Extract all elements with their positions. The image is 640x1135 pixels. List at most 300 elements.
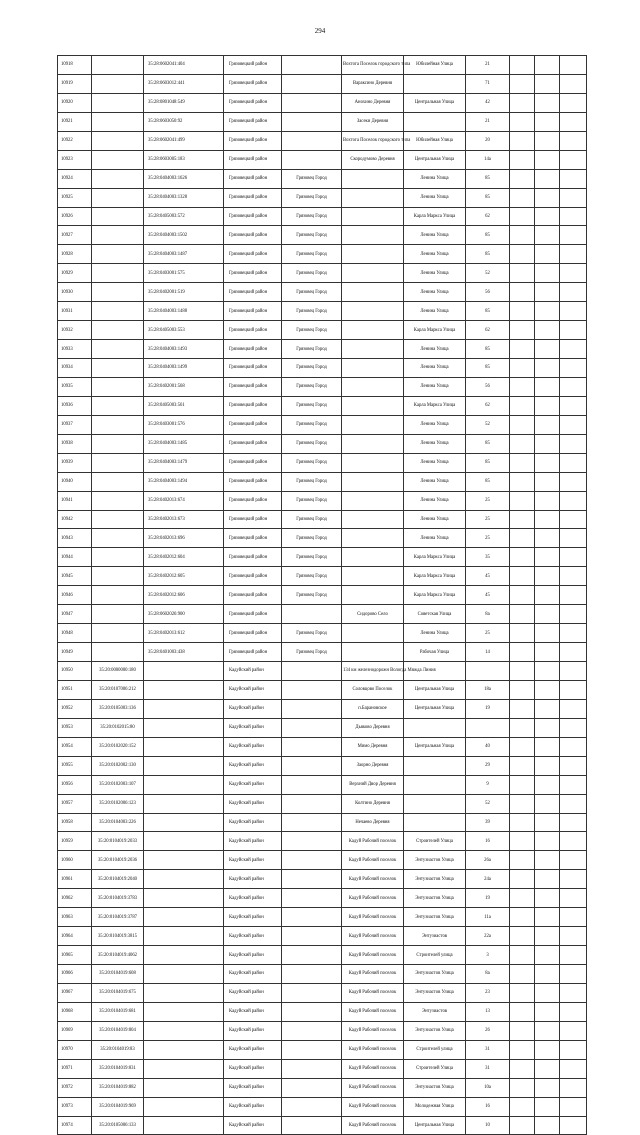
cadastral-number-cell: 35:28:0404003:1485 — [144, 434, 224, 453]
empty-cell — [560, 396, 587, 415]
cadastral-number-cell — [144, 718, 224, 737]
cadastral-number-cell: 35:28:0603050:92 — [144, 112, 224, 131]
district-cell: Грязовецкий район — [224, 340, 282, 359]
row-number-cell: 10971 — [58, 1059, 92, 1078]
old-cadastral-number-cell — [92, 605, 144, 624]
city-cell: Грязовец Город — [282, 472, 342, 491]
old-cadastral-number-cell — [92, 169, 144, 188]
table-row — [58, 359, 587, 378]
empty-cell — [535, 699, 560, 718]
cadastral-number-cell: 35:28:0602026:900 — [144, 605, 224, 624]
row-number-cell: 10921 — [58, 112, 92, 131]
table-row — [58, 832, 587, 851]
table-row — [58, 605, 587, 624]
street-cell — [404, 813, 466, 832]
district-cell: Грязовецкий район — [224, 491, 282, 510]
old-cadastral-number-cell — [92, 359, 144, 378]
street-cell: Карла Маркса Улица — [404, 396, 466, 415]
empty-cell — [560, 56, 587, 75]
empty-cell — [535, 283, 560, 302]
street-cell — [404, 775, 466, 794]
table-row — [58, 1040, 587, 1059]
cadastral-number-cell — [144, 832, 224, 851]
table-row — [58, 340, 587, 359]
empty-cell — [535, 813, 560, 832]
city-cell: Грязовец Город — [282, 624, 342, 643]
house-cell: 16 — [466, 1097, 510, 1116]
street-cell: Центральная Улица — [404, 680, 466, 699]
old-cadastral-number-cell — [92, 74, 144, 93]
empty-cell — [510, 56, 535, 75]
house-cell: 62 — [466, 321, 510, 340]
house-cell: 85 — [466, 169, 510, 188]
empty-cell — [535, 1078, 560, 1097]
empty-cell — [560, 150, 587, 169]
house-cell: 85 — [466, 302, 510, 321]
city-cell — [282, 699, 342, 718]
settlement-cell — [342, 264, 404, 283]
empty-cell — [510, 302, 535, 321]
old-cadastral-number-cell: 35:20:0104019:969 — [92, 1097, 144, 1116]
house-cell: 45 — [466, 586, 510, 605]
empty-cell — [560, 93, 587, 112]
table-row — [58, 699, 587, 718]
settlement-cell: Скородумово Деревня — [342, 150, 404, 169]
cadastral-number-cell — [144, 794, 224, 813]
table-row — [58, 74, 587, 93]
district-cell: Кадуйский район — [224, 983, 282, 1002]
cadastral-number-cell — [144, 737, 224, 756]
old-cadastral-number-cell: 35:20:0102003:107 — [92, 775, 144, 794]
street-cell — [404, 112, 466, 131]
empty-cell — [510, 662, 535, 681]
settlement-cell — [342, 415, 404, 434]
settlement-cell: Вараксино Деревня — [342, 74, 404, 93]
house-cell: 56 — [466, 283, 510, 302]
table-row — [58, 908, 587, 927]
empty-cell — [560, 946, 587, 965]
district-cell: Грязовецкий район — [224, 245, 282, 264]
old-cadastral-number-cell — [92, 321, 144, 340]
street-cell: Юбилейная Улица — [404, 56, 466, 75]
house-cell — [466, 718, 510, 737]
old-cadastral-number-cell: 35:20:0104019:3787 — [92, 908, 144, 927]
settlement-cell: Нечаево Деревня — [342, 813, 404, 832]
empty-cell — [535, 491, 560, 510]
table-row — [58, 169, 587, 188]
city-cell: Грязовец Город — [282, 188, 342, 207]
row-number-cell: 10940 — [58, 472, 92, 491]
row-number-cell: 10929 — [58, 264, 92, 283]
cadastral-number-cell: 35:28:0401003:438 — [144, 643, 224, 662]
settlement-cell: Кадуй Рабочий поселок — [342, 832, 404, 851]
table-row — [58, 813, 587, 832]
empty-cell — [560, 302, 587, 321]
cadastral-number-cell — [144, 908, 224, 927]
table-row — [58, 453, 587, 472]
empty-cell — [560, 889, 587, 908]
city-cell — [282, 662, 342, 681]
district-cell: Кадуйский район — [224, 1097, 282, 1116]
house-cell: 21 — [466, 112, 510, 131]
row-number-cell: 10934 — [58, 359, 92, 378]
table-row — [58, 643, 587, 662]
street-cell: Ленина Улица — [404, 340, 466, 359]
street-cell: Энтузиастов — [404, 927, 466, 946]
row-number-cell: 10942 — [58, 510, 92, 529]
empty-cell — [560, 775, 587, 794]
city-cell: Грязовец Город — [282, 434, 342, 453]
street-cell: Энтузиастов Улица — [404, 870, 466, 889]
settlement-cell: Кадуй Рабочий поселок — [342, 908, 404, 927]
house-cell: 85 — [466, 359, 510, 378]
old-cadastral-number-cell — [92, 548, 144, 567]
city-cell: Грязовец Город — [282, 359, 342, 378]
old-cadastral-number-cell — [92, 207, 144, 226]
street-cell: Строителей Улица — [404, 832, 466, 851]
settlement-cell — [342, 245, 404, 264]
empty-cell — [510, 586, 535, 605]
city-cell — [282, 605, 342, 624]
district-cell: Кадуйский район — [224, 1002, 282, 1021]
row-number-cell: 10920 — [58, 93, 92, 112]
row-number-cell: 10926 — [58, 207, 92, 226]
settlement-cell — [342, 624, 404, 643]
settlement-cell — [342, 586, 404, 605]
street-cell: Центральная Улица — [404, 93, 466, 112]
old-cadastral-number-cell — [92, 415, 144, 434]
empty-cell — [560, 586, 587, 605]
empty-cell — [510, 207, 535, 226]
cadastral-number-cell — [144, 946, 224, 965]
district-cell: Грязовецкий район — [224, 510, 282, 529]
district-cell: Кадуйский район — [224, 756, 282, 775]
empty-cell — [535, 150, 560, 169]
row-number-cell: 10932 — [58, 321, 92, 340]
street-cell: Ленина Улица — [404, 434, 466, 453]
street-cell: Ленина Улица — [404, 245, 466, 264]
old-cadastral-number-cell — [92, 510, 144, 529]
empty-cell — [510, 983, 535, 1002]
empty-cell — [510, 453, 535, 472]
empty-cell — [510, 946, 535, 965]
empty-cell — [510, 1040, 535, 1059]
empty-cell — [560, 169, 587, 188]
old-cadastral-number-cell — [92, 150, 144, 169]
district-cell: Кадуйский район — [224, 1021, 282, 1040]
street-cell: Ленина Улица — [404, 377, 466, 396]
old-cadastral-number-cell: 35:20:0104019:681 — [92, 1002, 144, 1021]
empty-cell — [510, 1059, 535, 1078]
empty-cell — [535, 851, 560, 870]
settlement-cell — [342, 453, 404, 472]
city-cell: Грязовец Город — [282, 548, 342, 567]
old-cadastral-number-cell: 35:20:0104003:226 — [92, 813, 144, 832]
empty-cell — [560, 832, 587, 851]
settlement-cell: Кадуй Рабочий поселок — [342, 1021, 404, 1040]
empty-cell — [510, 188, 535, 207]
house-cell: 35 — [466, 548, 510, 567]
street-cell: Строителей Улица — [404, 1059, 466, 1078]
empty-cell — [535, 567, 560, 586]
row-number-cell: 10958 — [58, 813, 92, 832]
row-number-cell: 10953 — [58, 718, 92, 737]
table-row — [58, 548, 587, 567]
settlement-cell: Кадуй Рабочий поселок — [342, 1059, 404, 1078]
city-cell: Грязовец Город — [282, 377, 342, 396]
table-row — [58, 927, 587, 946]
cadastral-number-cell: 35:28:0405003:572 — [144, 207, 224, 226]
city-cell — [282, 737, 342, 756]
settlement-cell — [342, 188, 404, 207]
street-cell: Энтузиастов Улица — [404, 983, 466, 1002]
empty-cell — [560, 491, 587, 510]
house-cell: 16 — [466, 832, 510, 851]
table-row — [58, 1059, 587, 1078]
cadastral-number-cell — [144, 889, 224, 908]
street-cell: Энтузиастов — [404, 1002, 466, 1021]
old-cadastral-number-cell — [92, 586, 144, 605]
city-cell — [282, 851, 342, 870]
old-cadastral-number-cell: 35:20:0102020:152 — [92, 737, 144, 756]
table-row — [58, 567, 587, 586]
settlement-cell: Колтино Деревня — [342, 794, 404, 813]
table-row — [58, 510, 587, 529]
empty-cell — [560, 605, 587, 624]
empty-cell — [535, 624, 560, 643]
table-row — [58, 718, 587, 737]
empty-cell — [535, 169, 560, 188]
empty-cell — [510, 510, 535, 529]
empty-cell — [510, 643, 535, 662]
settlement-cell: Кадуй Рабочий поселок — [342, 983, 404, 1002]
register-table-body — [58, 56, 587, 1135]
district-cell: Грязовецкий район — [224, 321, 282, 340]
city-cell: Грязовец Город — [282, 283, 342, 302]
district-cell: Грязовецкий район — [224, 56, 282, 75]
cadastral-number-cell: 35:28:0801048:549 — [144, 93, 224, 112]
empty-cell — [535, 586, 560, 605]
empty-cell — [535, 207, 560, 226]
district-cell: Кадуйский район — [224, 851, 282, 870]
cadastral-number-cell: 35:28:0603012:441 — [144, 74, 224, 93]
row-number-cell: 10950 — [58, 662, 92, 681]
old-cadastral-number-cell — [92, 283, 144, 302]
house-cell: 22а — [466, 927, 510, 946]
row-number-cell: 10945 — [58, 567, 92, 586]
settlement-cell: Засеки Деревня — [342, 112, 404, 131]
city-cell: Грязовец Город — [282, 415, 342, 434]
table-row — [58, 946, 587, 965]
old-cadastral-number-cell: 35:20:0000000:180 — [92, 662, 144, 681]
settlement-cell: Кадуй Рабочий поселок — [342, 946, 404, 965]
cadastral-number-cell — [144, 1078, 224, 1097]
street-cell: Карла Маркса Улица — [404, 567, 466, 586]
house-cell: 20 — [466, 131, 510, 150]
row-number-cell: 10936 — [58, 396, 92, 415]
empty-cell — [510, 756, 535, 775]
old-cadastral-number-cell: 35:20:0104019:608 — [92, 965, 144, 984]
empty-cell — [510, 699, 535, 718]
settlement-cell — [342, 491, 404, 510]
settlement-cell: 134 км железнодорожн Вологда Мяжда Линия — [342, 662, 404, 681]
empty-cell — [535, 605, 560, 624]
cadastral-number-cell: 35:28:0403001:575 — [144, 264, 224, 283]
table-row — [58, 415, 587, 434]
empty-cell — [535, 1097, 560, 1116]
empty-cell — [510, 908, 535, 927]
row-number-cell: 10924 — [58, 169, 92, 188]
old-cadastral-number-cell — [92, 56, 144, 75]
empty-cell — [560, 718, 587, 737]
city-cell: Грязовец Город — [282, 396, 342, 415]
street-cell: Ленина Улица — [404, 302, 466, 321]
cadastral-number-cell: 35:28:0404003:1328 — [144, 188, 224, 207]
empty-cell — [510, 283, 535, 302]
street-cell: Центральная Улица — [404, 699, 466, 718]
row-number-cell: 10972 — [58, 1078, 92, 1097]
row-number-cell: 10943 — [58, 529, 92, 548]
city-cell — [282, 74, 342, 93]
city-cell — [282, 813, 342, 832]
street-cell: Ленина Улица — [404, 283, 466, 302]
house-cell: 62 — [466, 396, 510, 415]
empty-cell — [535, 264, 560, 283]
cadastral-number-cell: 35:28:0404003:1499 — [144, 359, 224, 378]
old-cadastral-number-cell — [92, 93, 144, 112]
table-row — [58, 321, 587, 340]
district-cell: Грязовецкий район — [224, 302, 282, 321]
empty-cell — [560, 1097, 587, 1116]
cadastral-number-cell: 35:28:0404003:1487 — [144, 245, 224, 264]
row-number-cell: 10973 — [58, 1097, 92, 1116]
cadastral-number-cell — [144, 813, 224, 832]
settlement-cell — [342, 396, 404, 415]
street-cell: Энтузиастов Улица — [404, 889, 466, 908]
table-row — [58, 870, 587, 889]
row-number-cell: 10959 — [58, 832, 92, 851]
house-cell: 45 — [466, 567, 510, 586]
row-number-cell: 10967 — [58, 983, 92, 1002]
city-cell: Грязовец Город — [282, 340, 342, 359]
cadastral-number-cell — [144, 1021, 224, 1040]
district-cell: Грязовецкий район — [224, 548, 282, 567]
district-cell: Грязовецкий район — [224, 283, 282, 302]
house-cell: 39 — [466, 813, 510, 832]
cadastral-number-cell: 35:28:0404003:1479 — [144, 453, 224, 472]
empty-cell — [510, 832, 535, 851]
row-number-cell: 10938 — [58, 434, 92, 453]
district-cell: Кадуйский район — [224, 813, 282, 832]
settlement-cell: Верхний Двор Деревня — [342, 775, 404, 794]
house-cell: 52 — [466, 264, 510, 283]
empty-cell — [510, 93, 535, 112]
settlement-cell — [342, 283, 404, 302]
empty-cell — [510, 434, 535, 453]
row-number-cell: 10933 — [58, 340, 92, 359]
street-cell: Энтузиастов Улица — [404, 908, 466, 927]
house-cell: 19 — [466, 699, 510, 718]
cadastral-number-cell: 35:28:0402013:674 — [144, 491, 224, 510]
city-cell — [282, 1021, 342, 1040]
cadastral-number-cell: 35:28:0602041:499 — [144, 131, 224, 150]
row-number-cell: 10970 — [58, 1040, 92, 1059]
street-cell: Центральная Улица — [404, 150, 466, 169]
district-cell: Кадуйский район — [224, 946, 282, 965]
empty-cell — [510, 112, 535, 131]
row-number-cell: 10947 — [58, 605, 92, 624]
empty-cell — [510, 377, 535, 396]
table-row — [58, 662, 587, 681]
street-cell: Карла Маркса Улица — [404, 586, 466, 605]
table-row — [58, 302, 587, 321]
old-cadastral-number-cell — [92, 245, 144, 264]
empty-cell — [560, 851, 587, 870]
cadastral-number-cell: 35:28:0404003:1494 — [144, 472, 224, 491]
empty-cell — [510, 226, 535, 245]
old-cadastral-number-cell — [92, 567, 144, 586]
old-cadastral-number-cell — [92, 377, 144, 396]
table-row — [58, 756, 587, 775]
house-cell: 25 — [466, 624, 510, 643]
empty-cell — [535, 756, 560, 775]
street-cell: Ленина Улица — [404, 226, 466, 245]
street-cell: Ленина Улица — [404, 453, 466, 472]
street-cell: Ленина Улица — [404, 472, 466, 491]
row-number-cell: 10951 — [58, 680, 92, 699]
cadastral-number-cell: 35:28:0402001:519 — [144, 283, 224, 302]
empty-cell — [560, 794, 587, 813]
city-cell — [282, 927, 342, 946]
empty-cell — [535, 472, 560, 491]
table-row — [58, 965, 587, 984]
house-cell: 11а — [466, 908, 510, 927]
empty-cell — [510, 775, 535, 794]
empty-cell — [510, 1116, 535, 1135]
street-cell: Ленина Улица — [404, 510, 466, 529]
old-cadastral-number-cell: 35:20:0102002:130 — [92, 756, 144, 775]
table-row — [58, 283, 587, 302]
empty-cell — [510, 1097, 535, 1116]
row-number-cell: 10963 — [58, 908, 92, 927]
table-row — [58, 1021, 587, 1040]
cadastral-number-cell — [144, 1040, 224, 1059]
district-cell: Кадуйский район — [224, 775, 282, 794]
empty-cell — [510, 605, 535, 624]
row-number-cell: 10928 — [58, 245, 92, 264]
empty-cell — [560, 927, 587, 946]
row-number-cell: 10960 — [58, 851, 92, 870]
house-cell: 85 — [466, 245, 510, 264]
row-number-cell: 10956 — [58, 775, 92, 794]
empty-cell — [510, 396, 535, 415]
row-number-cell: 10939 — [58, 453, 92, 472]
empty-cell — [560, 188, 587, 207]
empty-cell — [510, 927, 535, 946]
old-cadastral-number-cell — [92, 472, 144, 491]
empty-cell — [560, 415, 587, 434]
house-cell: 10 — [466, 1116, 510, 1135]
row-number-cell: 10923 — [58, 150, 92, 169]
old-cadastral-number-cell — [92, 624, 144, 643]
house-cell — [466, 662, 510, 681]
city-cell: Грязовец Город — [282, 529, 342, 548]
empty-cell — [535, 377, 560, 396]
cadastral-number-cell: 35:28:0405003:553 — [144, 321, 224, 340]
empty-cell — [560, 283, 587, 302]
house-cell: 13 — [466, 1002, 510, 1021]
settlement-cell: Соловцово Поселок — [342, 680, 404, 699]
